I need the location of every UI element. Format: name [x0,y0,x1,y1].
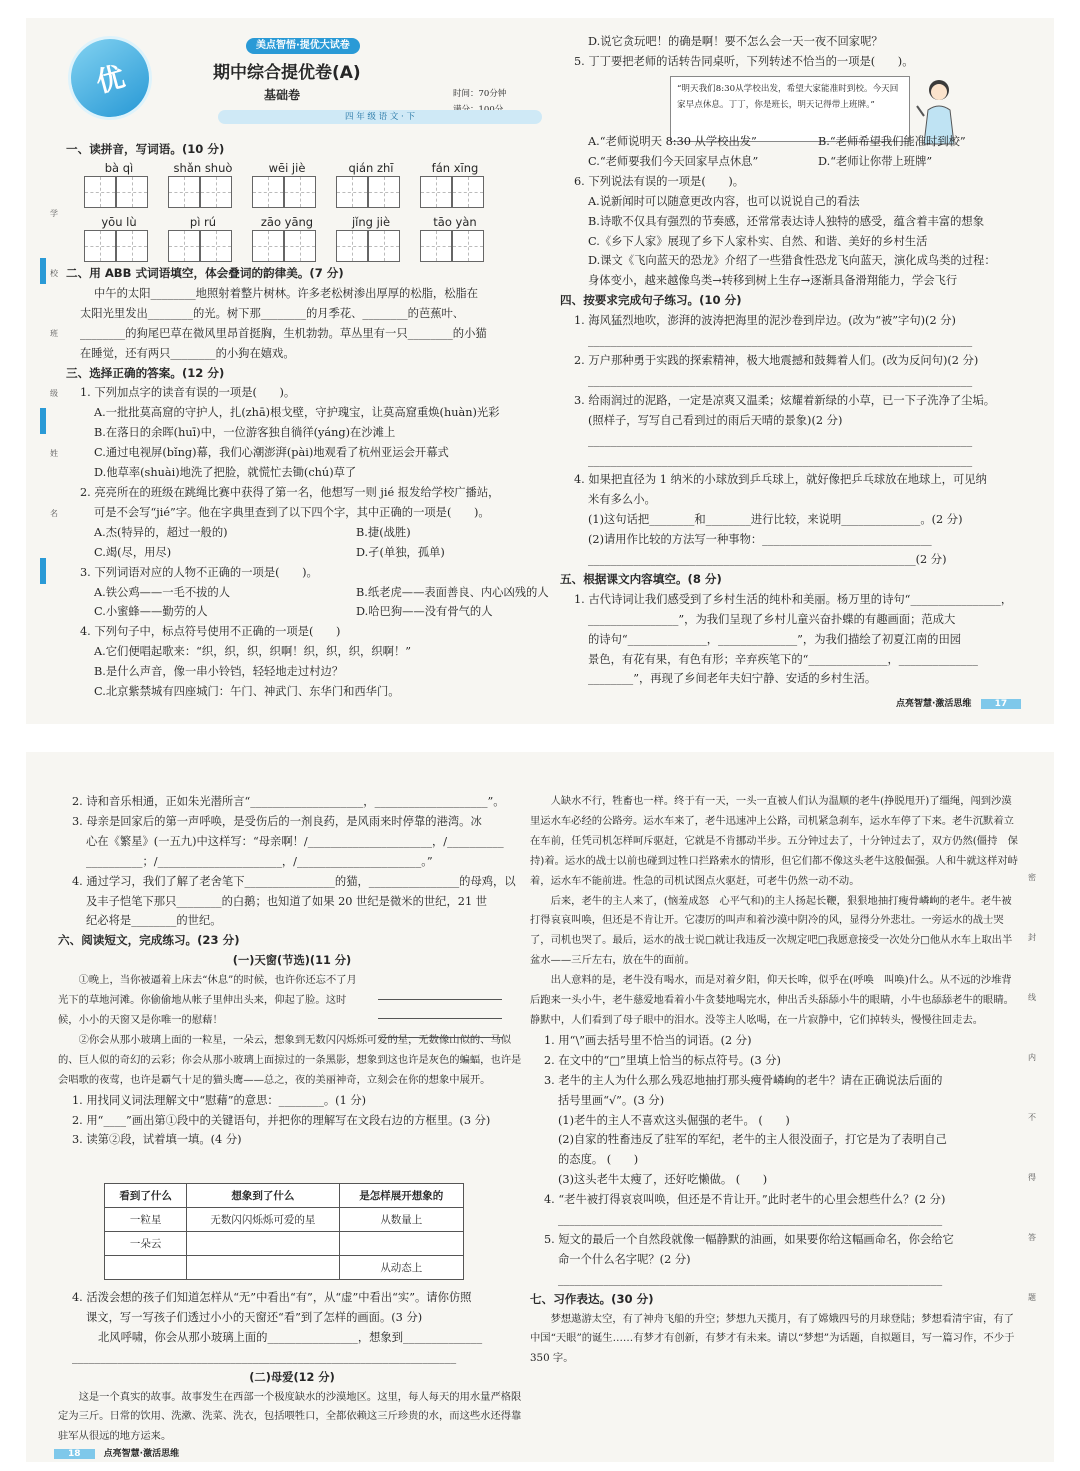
section-heading [66,364,566,384]
side-tab-marker [40,258,46,284]
passage-paragraph [530,792,1020,892]
question-line [58,911,526,931]
table-header-cell: 是怎样展开想象的 [339,1184,463,1208]
footer-slogan: 点亮智慧·激活思维 [896,699,972,709]
question-line [58,1368,526,1388]
section-heading [66,264,566,284]
line-text: A.铁公鸡——一毛不拔的人 [94,585,231,599]
line-text: 2. 亮亮所在的班级在跳绳比赛中获得了第一名，他想写一则 jié 报发给学校广播站， [80,485,500,499]
line-text: 太阳光里发出________的光。树下那________的月季花、________的芭蕉叶、 [80,306,465,320]
line-text: __________；/______________________，/______________________。” [86,854,433,868]
line-text: 梦想遨游太空，有了神舟飞船的升空；梦想九天揽月，有了嫦娥四号的月球登陆；梦想看清宇宙，有了中国“天眼”的诞生……有梦才有创新，有梦才有未来。请以“梦想”为话题，自拟题目，写一篇习作，不少于 350 字。 [530,1312,1015,1365]
tianzige-writing-box[interactable] [452,230,484,262]
question-line [58,1091,526,1111]
question-line [66,324,566,344]
question-line [66,563,566,583]
question-line [560,431,1040,451]
page18-left-lower [58,1288,526,1447]
line-text: 括号里画“√”。(3 分) [558,1093,665,1107]
line-text: (一)天窗(节选)(11 分) [232,954,352,968]
pinyin-writing-group [420,160,490,208]
question-line [560,590,1040,610]
line-text: C.竭(尽，用尽) [94,545,172,559]
line-text: A.“老师说明天 8:30 从学校出发” [588,135,757,148]
option-right: B.“老师希望我们能准时到校” [818,135,966,148]
line-text: ____________________________________________________________________ [588,453,973,467]
line-text: D.他草率(shuài)地洗了把脸，就慌忙去锄(chú)草了 [94,466,357,480]
question-line [58,1348,526,1368]
line-text: A.它们便唱起歌来：“织，织，织，织啊！织，织，织，织啊！” [94,645,412,659]
option-right: D.孑(单独，孤单) [356,545,445,559]
teacher-quote-box: “明天我们8:30从学校出发，希望大家能准时到校。今天回家早点休息。丁丁，你是班长，明天记得带上班牌。” [670,76,910,142]
section-heading [58,931,526,951]
question-line [66,304,566,324]
line-text: 的诗句“______________，______________”，为我们描绘了初夏江南的田园 [588,632,962,646]
pinyin-label: pì rú [189,215,217,229]
question-line [66,443,566,463]
line-text: (2)请用作比较的方法写一种事物：______________________________ [588,533,932,547]
page18-left-column [58,792,526,1150]
page17-footer [896,696,1021,709]
line-text: 1. 用“\”画去括号里不恰当的词语。(2 分) [544,1033,752,1047]
line-text: 七、习作表达。(30 分) [530,1291,654,1306]
line-text: 2. 诗和音乐相通，正如朱光潜所言“____________________，____________________”。 [72,795,505,808]
question-line [560,52,1040,72]
question-line [560,610,1040,630]
table-row [105,1232,464,1256]
line-text: (2)自家的牲畜违反了驻军的军纪，老牛的主人很没面子，打它是为了表明自己 [558,1133,947,1147]
line-text: 北风呼啸，你会从那小玻璃上面的________________，想象到______________ [98,1330,483,1344]
line-text: (照样子，写写自己看到过的雨后天晴的景象)(2 分) [588,413,843,427]
table-cell[interactable] [339,1232,463,1256]
line-text: (二)母爱(12 分) [249,1370,335,1384]
question-line [66,523,566,543]
pinyin-label: tāo yàn [433,215,477,229]
question-line [560,311,1040,331]
question-line [530,1210,1020,1230]
question-line [560,669,1040,689]
exam-header [68,36,546,132]
table-cell[interactable]: 无数闪闪烁烁可爱的星 [187,1208,339,1232]
pinyin-writing-group [336,214,406,262]
question-line [58,1308,526,1328]
question-line [530,1091,1020,1111]
tianzige-writing-box[interactable] [116,176,148,208]
line-text: 2. 在文中的“□”里填上恰当的标点符号。(3 分) [544,1053,781,1067]
page18-footer [54,1446,179,1459]
line-text: ____________________________________________________________________ [588,334,973,348]
passage-paragraph [530,1310,1020,1370]
exam-subtitle: 基础卷 [264,88,301,102]
question-line [66,423,566,443]
line-text: 人缺水不行，牲畜也一样。终于有一天，一头一直被人们认为温顺的老牛(挣脱甩开)了缰绳，闯到沙漠里运水车必经的公路旁。运水车来了，老牛迅速冲上公路，司机紧急刹车，运水车停了下来。老牛沉默着立在车前，任凭司机怎样呵斥驱赶，它就是不肯挪动半步。五分钟过去了，十分钟过去了，双方仍然(僵持 保持)着。运水的战士以前也碰到过牲口拦路索水的情形，但它们都不像这头老牛这般倔强。人和牛就这样对峙着，运水车不能前进。性急的司机试图点火驱赶，可老牛仍然一动不动。 [530,795,1018,887]
table-header-cell: 看到了什么 [105,1184,187,1208]
table-cell[interactable] [187,1256,339,1280]
margin-label: 内 [1028,1053,1036,1062]
line-text: A.一批批莫高窟的守护人，扎(zhā)根戈壁，守护瑰宝，让莫高窟重焕(huàn)光彩 [94,406,500,420]
line-text: 3. 母亲是回家后的第一声呼唤，是受伤后的一剂良药，是风雨来时停靠的港湾。冰 [72,814,482,828]
line-text: 景色，有花有果，有色有形；辛弃疾笔下的“______________，______________ [588,652,978,666]
option-right: D.“老师让你带上班牌” [818,154,933,168]
section-one-heading [66,140,566,160]
line-text: 四、按要求完成句子练习。(10 分) [560,293,742,308]
page17-right-top [560,32,1040,72]
option-right: B.纸老虎——表面善良、内心凶残的人 [356,585,549,599]
pinyin-writing-group [84,214,154,262]
question-line [560,331,1040,351]
passage-paragraph [58,1031,526,1091]
line-text: 命一个什么名字呢？(2 分) [558,1252,691,1266]
line-text: C.小蜜蜂——勤劳的人 [94,605,208,619]
passage-paragraph [58,1388,526,1448]
question-line [560,391,1040,411]
tianzige-writing-box[interactable] [368,230,400,262]
excellent-badge-icon: 优 [59,27,162,130]
line-text: 中午的太阳________地照射着整片树林。许多老松树渗出厚厚的松脂，松脂在 [94,286,479,300]
line-text: 2. 用“____”画出第①段中的关键语句，并把你的理解写在文段右边的方框里。(3 分) [72,1113,491,1127]
tianzige-writing-box[interactable] [168,176,200,208]
question-line [530,1170,1020,1190]
line-text: 3. 老牛的主人为什么那么残忍地抽打那头瘦骨嶙峋的老牛？请在正确说法后面的 [544,1073,943,1087]
line-text: 纪必将是________的世纪。 [86,914,222,928]
question-line [58,892,526,912]
line-text: 5. 短文的最后一个自然段就像一幅静默的油画，如果要你给这幅画命名，你会给它 [544,1232,954,1246]
line-text: B.诗歌不仅具有强烈的节奏感，还常常表达诗人独特的感受，蕴含着丰富的想象 [588,214,984,228]
pinyin-writing-group [252,160,322,208]
margin-label: 班 [50,329,58,338]
page17-right-column [560,132,1040,689]
page18-right-column [530,792,1020,1369]
option-right: D.哈巴狗——没有骨气的人 [356,605,493,619]
grade-band: 四 年 级 语 文 · 下 [218,110,542,124]
margin-label: 级 [50,389,58,398]
line-text: 六、阅读短文，完成练习。(23 分) [58,933,240,948]
line-text: ____________________________________________________________________ [72,1350,457,1364]
imagination-table [104,1183,464,1280]
question-line [58,872,526,892]
line-text: 6. 下列说法有误的一项是( )。 [574,174,745,188]
question-line [58,1111,526,1131]
line-text: 后来，老牛的主人来了，(恼羞成怒 心平气和)的主人扬起长鞭，狠狠地抽打瘦骨嶙峋的老牛。老牛被打得哀哀叫唤，但还是不肯让开。它凄厉的叫声和着沙漠中阴冷的风，显得分外悲壮。一旁运水的战士哭了，司机也哭了。最后，运水的战士说□就让我违反一次规定吧□我愿意接受一次处分□他从水车上取出半盆水——三斤左右，放在牛的面前。 [530,894,1013,967]
tianzige-writing-box[interactable] [252,176,284,208]
table-cell[interactable]: 从数量上 [339,1208,463,1232]
section-heading [530,1290,1020,1310]
tianzige-writing-box[interactable] [168,230,200,262]
tianzige-writing-box[interactable] [284,230,316,262]
line-text: 这是一个真实的故事。故事发生在西部一个极度缺水的沙漠地区。这里，每人每天的用水量严格限定为三斤。日常的饮用、洗漱、洗菜、洗衣，包括喂牲口，全都依赖这三斤珍贵的水，而这些水还得靠驻军从很远的地方运来。 [58,1390,522,1443]
table-cell[interactable]: 一朵云 [105,1232,187,1256]
line-text: 课文，写一写孩子们透过小小的天窗还“看”到了怎样的画面。(3 分) [86,1310,423,1324]
line-text: ②你会从那小玻璃上面的一粒星，一朵云，想象到无数闪闪烁烁可爱的星，无数像山似的、马似的、巨人似的奇幻的云彩；你会从那小玻璃上面掠过的一条黑影，想象到这也许是灰色的蝙蝠，也许是会唱歌的夜莺，也许是霸气十足的猫头鹰——总之，夜的美丽神奇，立刻会在你的想象中展开。 [58,1033,522,1086]
footer-slogan: 点亮智慧·激活思维 [103,1449,180,1459]
question-line [530,1071,1020,1091]
line-text: 二、用 ABB 式词语填空，体会叠词的韵律美。(7 分) [66,266,344,280]
series-banner: 美点智悟·提优大试卷 [246,38,360,54]
margin-label: 不 [1028,1113,1036,1122]
line-text: (1)这句话把________和________进行比较，来说明______________。(2 分) [588,513,963,527]
page-17 [26,18,1054,724]
question-line [66,583,566,603]
pinyin-label: qián zhī [348,161,394,175]
line-text: 的态度。 ( ) [558,1153,639,1167]
line-text: 3. 下列词语对应的人物不正确的一项是( )。 [80,565,318,579]
question-line [560,371,1040,391]
pinyin-writing-group [252,214,322,262]
option-right: B.捷(战胜) [356,525,411,539]
line-text: 1. 用找同义词法理解文中“慰藉”的意思：________。(1 分) [72,1093,367,1107]
side-tab-marker [40,558,46,584]
page-number: 17 [981,699,1022,709]
pinyin-writing-group [420,214,490,262]
question-line [66,543,566,563]
question-line [560,271,1040,291]
pinyin-label: wēi jiè [268,161,306,175]
passage-paragraph [530,892,1020,972]
pinyin-writing-group [168,160,238,208]
question-line [66,662,566,682]
line-text: (1)老牛的主人不喜欢这头倔强的老牛。 ( ) [558,1113,790,1127]
pinyin-label: shǎn shuò [173,161,233,175]
line-text: C.北京紫禁城有四座城门：午门、神武门、东华门和西华门。 [94,685,400,699]
question-line [560,251,1040,271]
table-cell[interactable]: 一粒星 [105,1208,187,1232]
table-row [105,1256,464,1280]
answer-box-lines [378,981,502,1038]
line-text: __________________________________________________________(2 分) [588,553,947,567]
pinyin-writing-group [84,160,154,208]
question-line [66,602,566,622]
line-text: (3)这头老牛太瘦了，还好吃懒做。 ( ) [558,1173,768,1187]
page-number: 18 [54,1449,95,1459]
question-line [66,622,566,642]
exam-title: 期中综合提优卷(A) [213,63,361,83]
margin-label: 线 [1028,993,1036,1002]
tianzige-writing-box[interactable] [420,230,452,262]
line-text: 2. 万户那种勇于实践的探索精神，极大地震撼和鼓舞着人们。(改为反问句)(2 分) [574,353,979,367]
line-text: D.课文《飞向蓝天的恐龙》介绍了一些猎食性恐龙飞向蓝天，演化成鸟类的过程： [588,254,996,268]
tianzige-writing-box[interactable] [200,176,232,208]
line-text: C.《乡下人家》展现了乡下人家朴实、自然、和谐、美好的乡村生活 [588,234,928,248]
question-line [560,212,1040,232]
line-text: ____________________________________________________________________ [558,1213,943,1227]
question-line [560,411,1040,431]
line-text: 1. 下列加点字的读音有误的一项是( )。 [80,386,296,400]
margin-label: 名 [50,509,58,518]
line-text: 4. “老牛被打得哀哀叫唤，但还是不肯让开。”此时老牛的心里会想些什么？(2 分) [544,1193,946,1207]
question-line [66,682,566,702]
tianzige-writing-box[interactable] [116,230,148,262]
question-line [58,812,526,832]
question-line [530,1150,1020,1170]
question-line [530,1051,1020,1071]
line-text: ____________________________________________________________________ [558,1272,943,1286]
table-cell[interactable]: 从动态上 [339,1256,463,1280]
passage-paragraph [58,971,358,1031]
question-line [560,451,1040,471]
line-text: D.说它贪玩吧！的确是啊！要不怎么会一天一夜不回家呢？ [588,35,883,48]
tianzige-writing-box[interactable] [368,176,400,208]
line-text: 身体变小，越来越像鸟类→转移到树上生存→逐渐具备滑翔能力，学会飞行 [588,274,958,288]
question-line [530,1031,1020,1051]
tianzige-writing-box[interactable] [336,230,368,262]
margin-label: 封 [1028,933,1036,942]
line-text: 1. 海风猛烈地吹，澎湃的波涛把海里的泥沙卷到岸边。(改为“被”字句)(2 分) [574,314,956,328]
question-line [560,172,1040,192]
question-line [560,132,1040,152]
margin-label: 题 [1028,1293,1036,1302]
question-line [66,503,566,523]
line-text: ____________________________________________________________________ [588,373,973,387]
question-line [560,510,1040,530]
pinyin-label: jǐng jiè [351,215,391,229]
pinyin-label: yōu lù [101,215,137,229]
section-heading [560,570,1040,590]
question-line [58,951,526,971]
line-text: ________”，再现了乡间老年夫妇宁静、安适的乡村生活。 [588,672,877,686]
question-line [66,284,566,304]
table-row [105,1208,464,1232]
question-line [560,152,1040,172]
question-line [58,1130,526,1150]
question-line [58,792,526,812]
question-line [66,383,566,403]
question-line [530,1111,1020,1131]
exam-time: 时间：70分钟 [453,89,507,99]
side-tab-marker [40,408,46,434]
question-line [560,490,1040,510]
pinyin-label: zāo yāng [260,215,314,229]
question-line [560,32,1040,52]
line-text: A.杰(特异的，超过一般的) [94,525,228,539]
question-line [66,463,566,483]
line-text: ____________________________________________________________________ [588,433,973,447]
table-cell[interactable] [105,1256,187,1280]
line-text: 心在《繁星》(一五九)中这样写：“母亲啊！/______________________，/__________ [86,834,504,848]
line-text: 五、根据课文内容填空。(8 分) [560,571,722,586]
question-line [560,650,1040,670]
tianzige-writing-box[interactable] [336,176,368,208]
question-line [560,630,1040,650]
tianzige-writing-box[interactable] [420,176,452,208]
line-text: 米有多么小。 [588,493,656,507]
line-text: 出人意料的是，老牛没有喝水，而是对着夕阳，仰天长哞，似乎在(呼唤 叫唤)什么。从不远的沙堆背后跑来一头小牛，老牛慈爱地看着小牛贪婪地喝完水，伸出舌头舔舔小牛的眼睛，小牛也舔舔老牛的眼睛。静默中，人们看到了母子眼中的泪水。没等主人吆喝，在一片寂静中，它们掉转头，慢慢往回走去。 [530,974,1014,1026]
section-heading [560,291,1040,311]
line-text: C.“老师要我们今天回家早点休息” [588,154,759,168]
line-text: 5. 丁丁要把老师的话转告同桌听，下列转述不恰当的一项是( )。 [574,54,914,68]
line-text: 4. 通过学习，我们了解了老舍笔下________________的猫，________________的母鸡，以 [72,874,516,888]
margin-label: 得 [1028,1173,1036,1182]
table-cell[interactable] [187,1232,339,1256]
question-line [58,852,526,872]
question-line [530,1250,1020,1270]
page-18 [26,752,1054,1462]
line-text: 及丰子恺笔下那只________的白鹅；也知道了如果 20 世纪是微米的世纪，21 世 [86,894,488,908]
pinyin-writing-group [336,160,406,208]
question-line [66,403,566,423]
question-line [560,232,1040,252]
tianzige-writing-box[interactable] [252,230,284,262]
line-text: 4. 下列句子中，标点符号使用不正确的一项是( ) [80,625,341,639]
line-text: ①晚上，当你被逼着上床去“休息”的时候，也许你还忘不了月光下的草地河滩。你偷偷地从帐子里伸出头来，仰起了脸。这时候，小小的天窗又是你唯一的慰藉！ [58,974,357,1026]
line-text: 3. 读第②段，试着填一填。(4 分) [72,1133,242,1147]
margin-label: 答 [1028,1233,1036,1242]
line-text: A.说新闻时可以随意更改内容，也可以说说自己的看法 [588,194,860,208]
question-line [58,832,526,852]
tianzige-writing-box[interactable] [284,176,316,208]
question-line [560,351,1040,371]
line-text: 3. 给雨润过的泥路，一定是凉爽又温柔；炫耀着新绿的小草，已一下子洗净了尘垢。 [574,393,996,407]
question-line [530,1190,1020,1210]
page17-left-column [66,264,566,702]
tianzige-writing-box[interactable] [84,230,116,262]
line-text: ________________”，为我们呈现了乡村儿童兴奋扑蝶的有趣画面；范成大 [588,612,956,626]
pinyin-label: bà qì [104,161,134,175]
question-line [530,1230,1020,1250]
pinyin-writing-group [168,214,238,262]
section-heading: 一、读拼音，写词语。(10 分) [66,142,225,156]
question-line [530,1270,1020,1290]
question-line [66,344,566,364]
line-text: B.在落日的余晖(huī)中，一位游客独自徜徉(yáng)在沙滩上 [94,426,396,440]
tianzige-writing-box[interactable] [200,230,232,262]
pinyin-label: fán xīng [431,161,479,175]
line-text: 4. 活泼会想的孩子们知道怎样从“无”中看出“有”，从“虚”中看出“实”。请你仿照 [72,1291,472,1304]
line-text: 在睡觉，还有两只________的小狗在嬉戏。 [80,346,295,360]
question-line [560,550,1040,570]
passage-paragraph [530,971,1020,1031]
question-line [58,1288,526,1308]
line-text: 三、选择正确的答案。(12 分) [66,365,225,380]
question-line [560,470,1040,490]
question-line [560,192,1040,212]
margin-label: 姓 [50,449,58,458]
margin-label: 校 [50,269,58,278]
question-line [560,530,1040,550]
question-line [530,1130,1020,1150]
line-text: ________的狗尾巴草在微风里昂首挺胸，生机勃勃。草丛里有一只________的小猫 [80,326,487,340]
line-text: B.是什么声音，像一串小铃铛，轻轻地走过村边？ [94,665,344,679]
line-text: C.通过电视屏(bǐng)幕，我们心潮澎湃(pài)地观看了杭州亚运会开幕式 [94,446,449,460]
table-header-cell: 想象到了什么 [187,1184,339,1208]
margin-label: 学 [50,209,58,218]
question-line [66,642,566,662]
tianzige-writing-box[interactable] [452,176,484,208]
line-text: 可是不会写“jié”字。他在字典里查到了以下四个字，其中正确的一项是( )。 [94,505,490,519]
tianzige-writing-box[interactable] [84,176,116,208]
line-text: 1. 古代诗词让我们感受到了乡村生活的纯朴和美丽。杨万里的诗句“________________， [574,592,1013,606]
margin-label: 密 [1028,873,1036,882]
question-line [66,483,566,503]
question-line [58,1328,526,1348]
line-text: 4. 如果把直径为 1 纳米的小球放到乒乓球上，就好像把乒乓球放在地球上，可见纳 [574,473,987,487]
